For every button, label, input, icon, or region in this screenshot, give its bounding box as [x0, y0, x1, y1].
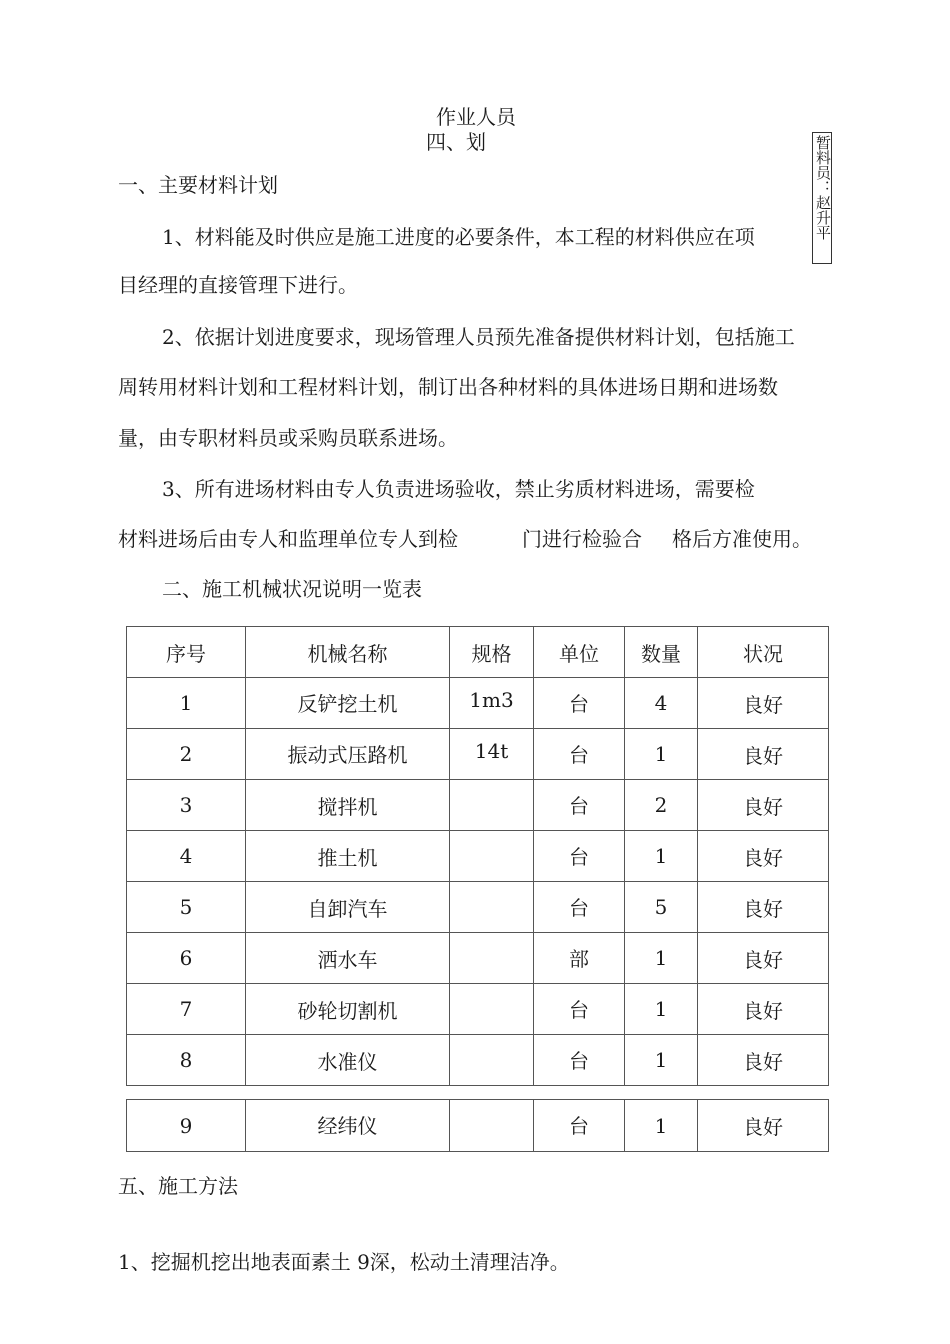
- paragraph-3-line-2b: 门进行检验合: [522, 527, 642, 551]
- cell-status: 良好: [698, 984, 829, 1035]
- table-row: [127, 933, 829, 984]
- cell-spec: [450, 780, 534, 831]
- cell-index: 4: [127, 831, 246, 882]
- cell-machine-name: 水准仪: [246, 1035, 450, 1086]
- cell-unit: 台: [534, 729, 625, 780]
- cell-index: 1: [127, 678, 246, 729]
- cell-machine-name: 振动式压路机: [246, 729, 450, 780]
- table-row: [127, 1100, 829, 1152]
- table-row: [127, 780, 829, 831]
- cell-unit: 台: [534, 1035, 625, 1086]
- cell-status: 良好: [698, 729, 829, 780]
- side-note-box: [812, 132, 832, 264]
- cell-status: 良好: [698, 1035, 829, 1086]
- section-5-title: 五、施工方法: [118, 1174, 238, 1198]
- cell-status: 良好: [698, 678, 829, 729]
- cell-unit: 台: [534, 780, 625, 831]
- paragraph-2-line-2: 周转用材料计划和工程材料计划，制订出各种材料的具体进场日期和进场数: [118, 375, 778, 399]
- cell-machine-name: 自卸汽车: [246, 882, 450, 933]
- cell-index: 5: [127, 882, 246, 933]
- equipment-table: [126, 626, 829, 1086]
- cell-machine-name: 洒水车: [246, 933, 450, 984]
- cell-index: 9: [127, 1100, 246, 1152]
- cell-machine-name: 经纬仪: [246, 1100, 450, 1152]
- cell-spec: [450, 882, 534, 933]
- cell-quantity: 1: [625, 1100, 698, 1152]
- table-row: [127, 882, 829, 933]
- paragraph-1-line-1: 1、材料能及时供应是施工进度的必要条件，本工程的材料供应在项: [162, 225, 755, 249]
- column-header: 单位: [534, 627, 625, 678]
- cell-quantity: 1: [625, 729, 698, 780]
- cell-machine-name: 推土机: [246, 831, 450, 882]
- cell-spec: 1m3: [450, 678, 534, 729]
- table-header-row: [127, 627, 829, 678]
- cell-status: 良好: [698, 933, 829, 984]
- cell-spec: 14t: [450, 729, 534, 780]
- cell-index: 7: [127, 984, 246, 1035]
- column-header: 状况: [698, 627, 829, 678]
- cell-unit: 台: [534, 678, 625, 729]
- cell-status: 良好: [698, 1100, 829, 1152]
- side-note-text: 暂料员：赵升平: [814, 135, 832, 240]
- cell-quantity: 1: [625, 1035, 698, 1086]
- cell-index: 3: [127, 780, 246, 831]
- cell-spec: [450, 984, 534, 1035]
- table-row: [127, 1035, 829, 1086]
- table-row: [127, 984, 829, 1035]
- cell-spec: [450, 1100, 534, 1152]
- header-line-2: 四、划: [426, 130, 486, 154]
- paragraph-1-line-2: 目经理的直接管理下进行。: [118, 273, 358, 297]
- cell-machine-name: 反铲挖土机: [246, 678, 450, 729]
- cell-unit: 部: [534, 933, 625, 984]
- cell-index: 8: [127, 1035, 246, 1086]
- equipment-table-continued: [126, 1099, 829, 1152]
- paragraph-2-line-1: 2、依据计划进度要求，现场管理人员预先准备提供材料计划，包括施工: [162, 325, 795, 349]
- cell-status: 良好: [698, 780, 829, 831]
- column-header: 数量: [625, 627, 698, 678]
- cell-status: 良好: [698, 882, 829, 933]
- cell-machine-name: 砂轮切割机: [246, 984, 450, 1035]
- column-header: 机械名称: [246, 627, 450, 678]
- cell-index: 2: [127, 729, 246, 780]
- cell-unit: 台: [534, 984, 625, 1035]
- cell-machine-name: 搅拌机: [246, 780, 450, 831]
- cell-spec: [450, 831, 534, 882]
- paragraph-3-line-2a: 材料进场后由专人和监理单位专人到检: [118, 527, 458, 551]
- section-2-title: 二、施工机械状况说明一览表: [162, 577, 422, 601]
- paragraph-2-line-3: 量，由专职材料员或采购员联系进场。: [118, 426, 458, 450]
- header-line-1: 作业人员: [436, 105, 516, 129]
- column-header: 序号: [127, 627, 246, 678]
- cell-spec: [450, 933, 534, 984]
- table-row: [127, 678, 829, 729]
- cell-quantity: 1: [625, 984, 698, 1035]
- cell-unit: 台: [534, 882, 625, 933]
- section-5-paragraph-1: 1、挖掘机挖出地表面素土 9深，松动土清理洁净。: [118, 1250, 570, 1274]
- cell-quantity: 5: [625, 882, 698, 933]
- cell-quantity: 4: [625, 678, 698, 729]
- table-row: [127, 729, 829, 780]
- column-header: 规格: [450, 627, 534, 678]
- cell-status: 良好: [698, 831, 829, 882]
- cell-index: 6: [127, 933, 246, 984]
- cell-spec: [450, 1035, 534, 1086]
- cell-quantity: 2: [625, 780, 698, 831]
- cell-unit: 台: [534, 1100, 625, 1152]
- paragraph-3-line-1: 3、所有进场材料由专人负责进场验收，禁止劣质材料进场，需要检: [162, 477, 755, 501]
- cell-quantity: 1: [625, 831, 698, 882]
- section-1-title: 一、主要材料计划: [118, 173, 278, 197]
- paragraph-3-line-2c: 格后方准使用。: [672, 527, 812, 551]
- cell-quantity: 1: [625, 933, 698, 984]
- table-row: [127, 831, 829, 882]
- cell-unit: 台: [534, 831, 625, 882]
